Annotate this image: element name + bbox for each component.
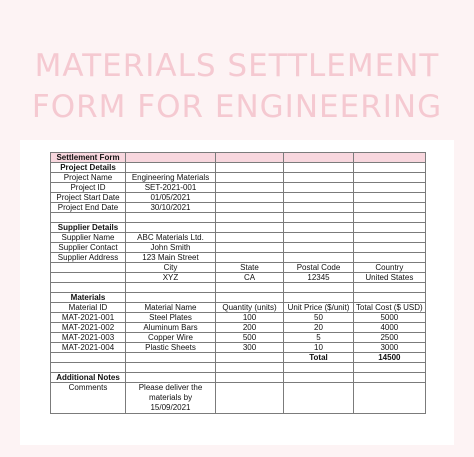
cell [51,353,126,363]
address-value[interactable]: XYZ [126,273,216,283]
cell [51,283,126,293]
project-row [51,173,426,183]
material-name[interactable]: Steel Plates [126,313,216,323]
cell [284,233,354,243]
supplier-row [51,243,426,253]
field-value[interactable]: 123 Main Street [126,253,216,263]
cell [284,193,354,203]
cell [216,173,284,183]
cell [354,253,426,263]
material-total-cost[interactable]: 5000 [354,313,426,323]
cell [126,363,216,373]
cell [126,373,216,383]
settlement-form-table [50,152,426,414]
address-header: Postal Code [284,263,354,273]
project-row [51,203,426,213]
cell [51,273,126,283]
address-header: Country [354,263,426,273]
cell [216,373,284,383]
cell [284,373,354,383]
material-id[interactable]: MAT-2021-002 [51,323,126,333]
project-details-heading: Project Details [51,163,126,173]
total-label: Total [284,353,354,363]
cell [126,223,216,233]
cell [216,283,284,293]
address-value[interactable]: United States [354,273,426,283]
cell [354,173,426,183]
comments-value[interactable] [126,383,216,414]
cell [354,183,426,193]
material-unit-price[interactable]: 20 [284,323,354,333]
field-label: Project End Date [51,203,126,213]
settlement-form-label: Settlement Form [51,153,126,163]
cell [354,363,426,373]
cell [354,193,426,203]
notes-row [51,383,426,414]
cell [284,213,354,223]
material-row [51,343,426,353]
cell [51,213,126,223]
material-total-cost[interactable]: 3000 [354,343,426,353]
material-unit-price[interactable]: 10 [284,343,354,353]
column-header: Total Cost ($ USD) [354,303,426,313]
cell [126,283,216,293]
section-row [51,163,426,173]
cell [354,213,426,223]
project-row [51,193,426,203]
field-label: Project Start Date [51,193,126,203]
cell [284,283,354,293]
material-name[interactable]: Aluminum Bars [126,323,216,333]
cell [216,383,284,414]
cell [284,163,354,173]
material-quantity[interactable]: 200 [216,323,284,333]
comments-label: Comments [51,383,126,414]
cell [216,153,284,163]
project-row [51,183,426,193]
column-header: Material Name [126,303,216,313]
cell [284,293,354,303]
section-row [51,373,426,383]
cell [354,373,426,383]
material-quantity[interactable]: 500 [216,333,284,343]
address-header-row [51,263,426,273]
field-value[interactable]: SET-2021-001 [126,183,216,193]
cell [51,263,126,273]
cell [216,193,284,203]
field-value[interactable]: ABC Materials Ltd. [126,233,216,243]
empty-row [51,363,426,373]
material-name[interactable]: Copper Wire [126,333,216,343]
material-id[interactable]: MAT-2021-001 [51,313,126,323]
spreadsheet-area [20,140,454,445]
cell [284,363,354,373]
cell [216,203,284,213]
cell [126,213,216,223]
cell [216,213,284,223]
cell [354,283,426,293]
cell [354,223,426,233]
cell [216,223,284,233]
cell [216,353,284,363]
address-header: City [126,263,216,273]
field-value[interactable]: John Smith [126,243,216,253]
address-value[interactable]: 12345 [284,273,354,283]
form-title-line-2: FORM FOR ENGINEERING [31,89,443,125]
cell [354,233,426,243]
material-unit-price[interactable]: 5 [284,333,354,343]
field-label: Supplier Name [51,233,126,243]
empty-row [51,283,426,293]
material-row [51,313,426,323]
column-header: Material ID [51,303,126,313]
cell [284,203,354,213]
cell [126,163,216,173]
supplier-row [51,233,426,243]
cell [284,383,354,414]
field-label: Supplier Contact [51,243,126,253]
material-name[interactable]: Plastic Sheets [126,343,216,353]
header-row [51,153,426,163]
material-row [51,323,426,333]
total-value[interactable]: 14500 [354,353,426,363]
supplier-details-heading: Supplier Details [51,223,126,233]
cell [354,383,426,414]
section-row [51,223,426,233]
column-header: Quantity (units) [216,303,284,313]
empty-row [51,213,426,223]
address-header: State [216,263,284,273]
additional-notes-heading: Additional Notes [51,373,126,383]
cell [284,183,354,193]
field-label: Project ID [51,183,126,193]
cell [216,243,284,253]
material-id[interactable]: MAT-2021-004 [51,343,126,353]
material-total-cost[interactable]: 2500 [354,333,426,343]
cell [284,243,354,253]
column-header: Unit Price ($/unit) [284,303,354,313]
field-label: Project Name [51,173,126,183]
material-row [51,333,426,343]
cell [284,173,354,183]
address-value-row [51,273,426,283]
material-total-cost[interactable]: 4000 [354,323,426,333]
cell [354,293,426,303]
supplier-row [51,253,426,263]
cell [216,183,284,193]
cell [216,163,284,173]
cell [51,363,126,373]
form-title-line-1: MATERIALS SETTLEMENT [34,48,440,84]
cell [284,223,354,233]
cell [216,363,284,373]
cell [354,203,426,213]
cell [126,293,216,303]
material-id[interactable]: MAT-2021-003 [51,333,126,343]
total-row [51,353,426,363]
field-value[interactable]: 01/05/2021 [126,193,216,203]
field-value[interactable]: Engineering Materials [126,173,216,183]
comments-line: Please deliver the [138,383,203,392]
materials-header-row [51,303,426,313]
cell [216,233,284,243]
cell [216,293,284,303]
section-row [51,293,426,303]
cell [354,163,426,173]
cell [284,153,354,163]
cell [354,243,426,253]
cell [126,353,216,363]
cell [126,153,216,163]
material-quantity[interactable]: 100 [216,313,284,323]
material-quantity[interactable]: 300 [216,343,284,353]
materials-heading: Materials [51,293,126,303]
cell [354,153,426,163]
field-value[interactable]: 30/10/2021 [126,203,216,213]
cell [216,253,284,263]
field-label: Supplier Address [51,253,126,263]
comments-line: materials by 15/09/2021 [148,393,193,412]
material-unit-price[interactable]: 50 [284,313,354,323]
cell [284,253,354,263]
address-value[interactable]: CA [216,273,284,283]
